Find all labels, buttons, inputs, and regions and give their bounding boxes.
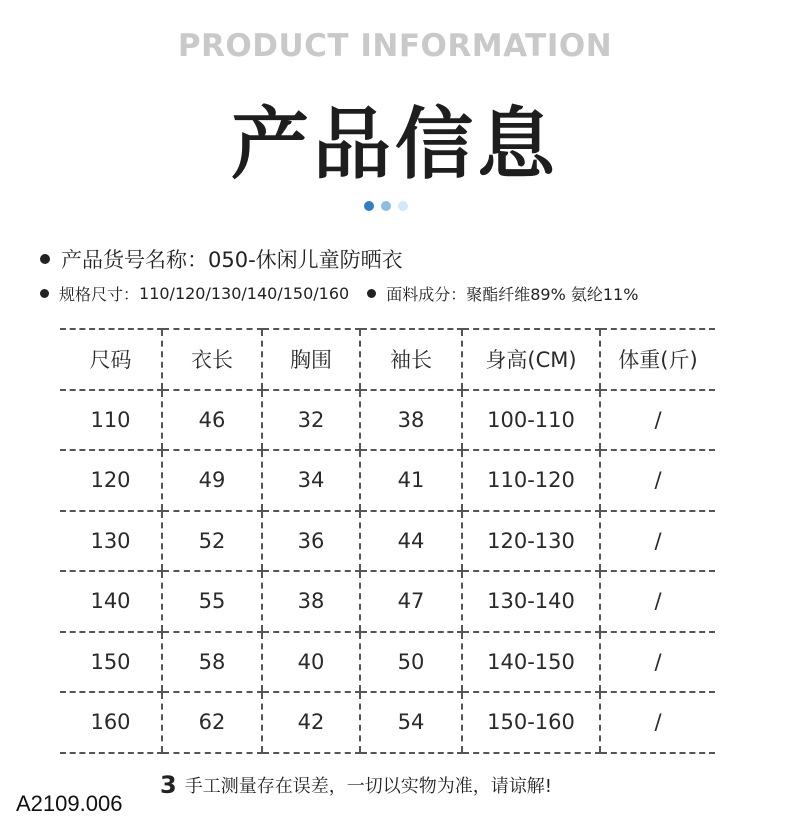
table-cell: / [600, 632, 715, 693]
table-cell: 47 [360, 571, 462, 632]
page-indicator [364, 201, 408, 211]
product-name-value: 050-休闲儿童防晒衣 [208, 248, 403, 272]
table-cell: 38 [262, 571, 360, 632]
table-cell: / [600, 692, 715, 753]
product-name-label: 产品货号名称： [61, 248, 208, 272]
spec-value: 110/120/130/140/150/160 [139, 284, 350, 303]
table-row [60, 692, 715, 753]
table-cell: 54 [360, 692, 462, 753]
table-cell: / [600, 390, 715, 451]
bullet-icon [40, 254, 50, 264]
measurement-note [160, 772, 552, 798]
table-cell: 46 [162, 390, 262, 451]
table-cell: 44 [360, 511, 462, 572]
table-cell: 52 [162, 511, 262, 572]
table-cell: 120 [60, 450, 162, 511]
product-code: A2109.006 [16, 791, 123, 816]
table-cell: 41 [360, 450, 462, 511]
page-dot [381, 201, 391, 211]
table-cell: 140-150 [462, 632, 600, 693]
fabric-value: 聚酯纤维89% 氨纶11% [466, 285, 639, 304]
spec-label: 规格尺寸： [59, 285, 140, 304]
product-name-line [40, 244, 403, 274]
page-dot [398, 201, 408, 211]
table-header-cell: 袖长 [360, 329, 462, 390]
table-header-cell: 身高(CM) [462, 329, 600, 390]
note-mark-icon: 3 [160, 771, 177, 799]
table-cell: / [600, 450, 715, 511]
table-header-row [60, 329, 715, 390]
table-cell: 36 [262, 511, 360, 572]
table-cell: 49 [162, 450, 262, 511]
table-cell: 110 [60, 390, 162, 451]
table-header-cell: 体重(斤) [600, 329, 715, 390]
bullet-icon [367, 289, 376, 298]
table-cell: 140 [60, 571, 162, 632]
table-cell: 40 [262, 632, 360, 693]
table-cell: 160 [60, 692, 162, 753]
table-cell: / [600, 511, 715, 572]
table-row [60, 511, 715, 572]
bullet-icon [40, 289, 49, 298]
table-row [60, 571, 715, 632]
table-cell: 34 [262, 450, 360, 511]
table-cell: 62 [162, 692, 262, 753]
table-header-cell: 衣长 [162, 329, 262, 390]
table-cell: 32 [262, 390, 360, 451]
table-cell: 130 [60, 511, 162, 572]
table-cell: 110-120 [462, 450, 600, 511]
header-title-cn: 产品信息 [230, 100, 559, 190]
page-dot [364, 201, 374, 211]
size-table [60, 328, 715, 754]
table-cell: 120-130 [462, 511, 600, 572]
table-cell: 55 [162, 571, 262, 632]
table-cell: 150-160 [462, 692, 600, 753]
spec-fabric-line [40, 282, 638, 305]
table-cell: / [600, 571, 715, 632]
header-title-en: PRODUCT INFORMATION [177, 28, 613, 64]
table-cell: 58 [162, 632, 262, 693]
table-cell: 130-140 [462, 571, 600, 632]
table-row [60, 632, 715, 693]
table-row [60, 390, 715, 451]
table-cell: 38 [360, 390, 462, 451]
table-cell: 100-110 [462, 390, 600, 451]
table-cell: 150 [60, 632, 162, 693]
table-row [60, 450, 715, 511]
table-header-cell: 胸围 [262, 329, 360, 390]
note-text: 手工测量存在误差，一切以实物为准，请谅解! [184, 776, 552, 797]
fabric-label: 面料成分： [386, 285, 467, 304]
table-cell: 42 [262, 692, 360, 753]
table-header-cell: 尺码 [60, 329, 162, 390]
table-cell: 50 [360, 632, 462, 693]
